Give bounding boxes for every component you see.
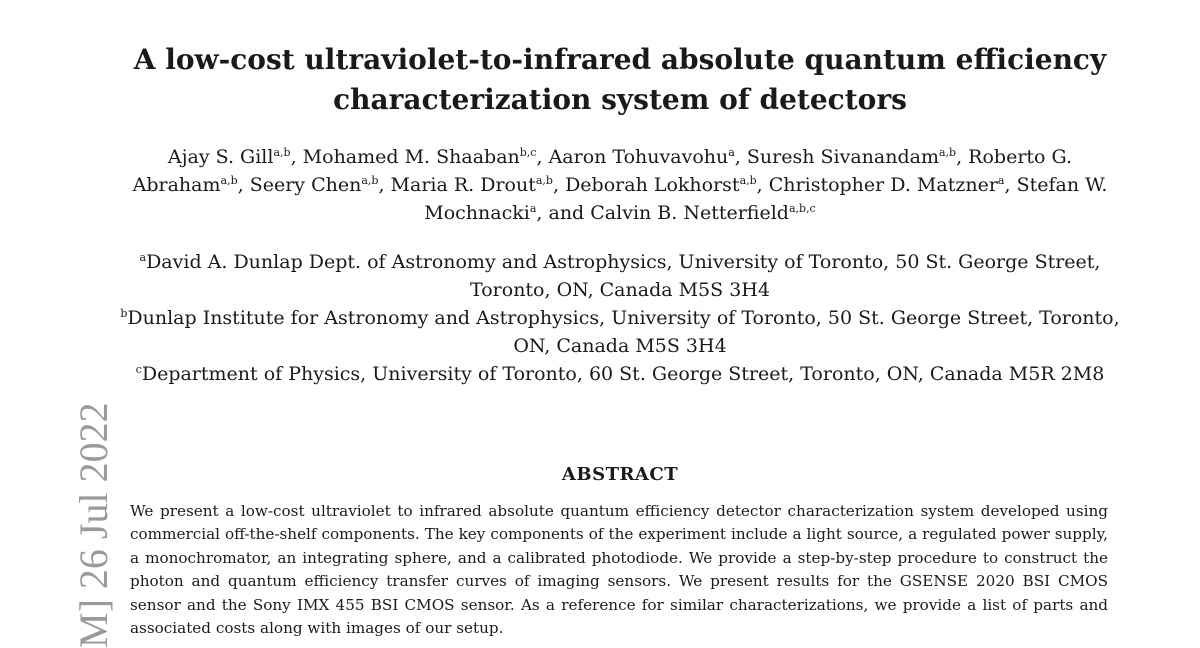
author-affiliation-mark: a,b <box>739 174 757 187</box>
author-separator: , <box>734 146 747 168</box>
affiliation-text: David A. Dunlap Dept. of Astronomy and Astrophysics, University of Toronto, 50 St. George Street, Toronto, ON, Canada M5S 3H4 <box>146 251 1101 301</box>
paper-title: A low-cost ultraviolet-to-infrared absolute quantum efficiency characterization system of detectors <box>133 43 1107 116</box>
arxiv-side-stamp: M] 26 Jul 2022 <box>71 402 116 648</box>
affiliation-entry <box>110 360 1130 388</box>
author-affiliation-mark: a <box>529 202 537 215</box>
affiliation-entry <box>110 248 1130 304</box>
affiliation-entry <box>110 304 1130 360</box>
author-affiliation-mark: a,b <box>220 174 238 187</box>
author-name: Calvin B. Netterfield <box>590 202 789 224</box>
author-separator: , <box>756 174 769 196</box>
author-name: Christopher D. Matzner <box>768 174 998 196</box>
author-separator: , <box>956 146 969 168</box>
author-name: Seery Chen <box>249 174 362 196</box>
author-list <box>120 143 1120 227</box>
author-name: Roberto G. Abraham <box>132 146 1073 196</box>
author-affiliation-mark: b,c <box>519 146 537 159</box>
author-name: Deborah Lokhorst <box>565 174 740 196</box>
author-name: Ajay S. Gill <box>167 146 274 168</box>
affiliation-mark: b <box>120 307 128 320</box>
affiliation-mark: a <box>139 251 147 264</box>
abstract-heading: ABSTRACT <box>561 464 679 485</box>
abstract-text: We present a low-cost ultraviolet to infrared absolute quantum efficiency detector characterization system developed using commercial off-the-shelf components. The key components of the experiment include a light source, a regulated power supply, a monochromator, an integrating sphere, and a calibrated photodiode. We provide a step-by-step procedure to construct the photon and quantum efficiency transfer curves of imaging sensors. We present results for the GSENSE 2020 BSI CMOS sensor and the Sony IMX 455 BSI CMOS sensor. As a reference for similar characterizations, we provide a list of parts and associated costs along with images of our setup. <box>130 502 1108 638</box>
author-name: Maria R. Drout <box>390 174 536 196</box>
author-affiliation-mark: a,b <box>535 174 553 187</box>
author-separator: , <box>552 174 566 196</box>
author-affiliation-mark: a <box>728 146 735 159</box>
author-affiliation-mark: a,b <box>938 146 957 159</box>
author-name: Stefan W. Mochnacki <box>424 174 1108 224</box>
author-separator: , <box>290 146 303 168</box>
affiliation-mark: c <box>135 363 142 376</box>
affiliation-list <box>110 248 1130 388</box>
author-name: Suresh Sivanandam <box>746 146 939 168</box>
author-affiliation-mark: a,b,c <box>788 202 816 215</box>
affiliation-text: Dunlap Institute for Astronomy and Astrophysics, University of Toronto, 50 St. George Street, Toronto, ON, Canada M5S 3H4 <box>127 307 1120 357</box>
author-affiliation-mark: a <box>997 174 1005 187</box>
author-affiliation-mark: a,b <box>273 146 291 159</box>
author-separator: , <box>1004 174 1017 196</box>
author-name: Aaron Tohuvavohu <box>548 146 729 168</box>
affiliation-text: Department of Physics, University of Toronto, 60 St. George Street, Toronto, ON, Canada M5R 2M8 <box>141 363 1105 385</box>
author-separator: , <box>237 174 250 196</box>
author-affiliation-mark: a,b <box>361 174 379 187</box>
author-separator: , <box>378 174 391 196</box>
author-name: Mohamed M. Shaaban <box>302 146 520 168</box>
author-separator: , <box>536 146 549 168</box>
author-separator: , and <box>536 202 591 224</box>
